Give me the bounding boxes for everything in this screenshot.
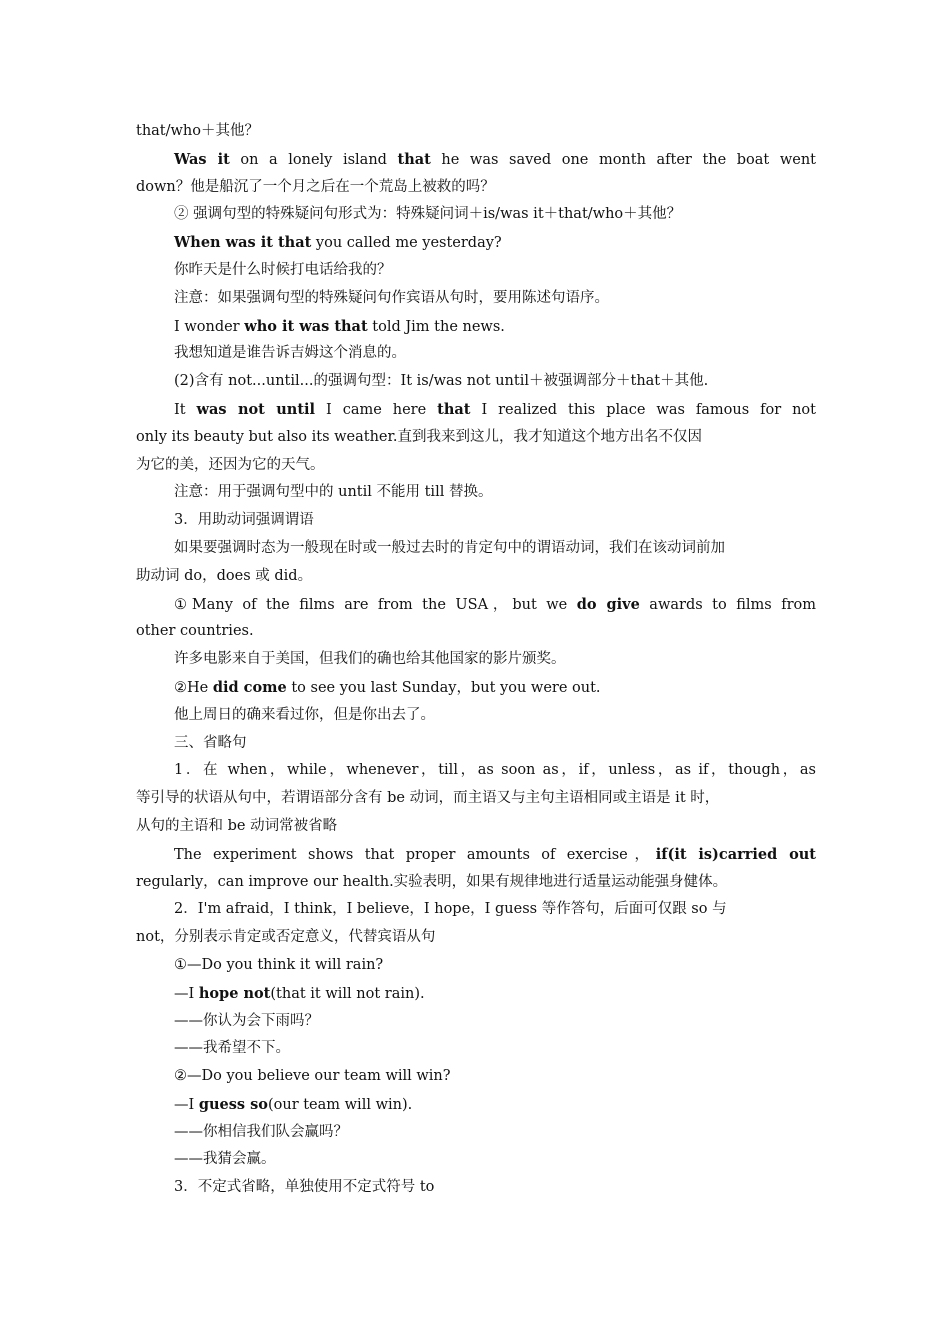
text-span: 2．I'm afraid，I think，I believe，I hope，I guess 等作答句，后面可仅跟 so 与 xyxy=(174,901,727,918)
text-span: I realized this place was famous for not xyxy=(470,401,816,418)
text-span: (our team will win). xyxy=(267,1096,413,1113)
text-line xyxy=(136,869,816,897)
text-line xyxy=(136,507,816,535)
text-line xyxy=(136,1008,816,1036)
text-line xyxy=(136,785,816,813)
text-span: on a lonely island xyxy=(229,151,398,168)
text-line xyxy=(136,174,816,202)
text-span: only its beauty but also its weather.直到我来到这儿，我才知道这个地方出名不仅因 xyxy=(136,428,702,445)
text-span: that/who＋其他？ xyxy=(136,123,260,139)
text-span: 1．在 when，while，whenever，till，as soon as，if，unless，as if，though，as xyxy=(174,762,816,779)
text-span: 3．不定式省略，单独使用不定式符号 to xyxy=(174,1179,435,1196)
text-line xyxy=(136,702,816,730)
bold-text: that xyxy=(437,400,471,418)
bold-text: if(it is)carried out xyxy=(655,845,816,863)
bold-text: Was it xyxy=(174,150,230,168)
text-span: ——你认为会下雨吗？ xyxy=(174,1012,319,1029)
text-line xyxy=(136,646,816,674)
bold-text: hope not xyxy=(198,984,271,1002)
text-line xyxy=(136,285,816,313)
text-span: ②—Do you believe our team will win? xyxy=(174,1068,451,1085)
text-line xyxy=(136,674,816,702)
text-line xyxy=(136,618,816,646)
text-span: you called me yesterday? xyxy=(311,235,502,252)
text-line xyxy=(136,980,816,1008)
bold-text: who it was that xyxy=(244,317,368,335)
text-line xyxy=(136,591,816,619)
text-span: told Jim the news. xyxy=(367,318,505,335)
text-line xyxy=(136,201,816,229)
text-line xyxy=(136,396,816,424)
bold-text: was not until xyxy=(196,400,316,418)
text-line xyxy=(136,535,816,563)
text-span: 为它的美，还因为它的天气。 xyxy=(136,456,325,473)
text-span: 你昨天是什么时候打电话给我的？ xyxy=(174,261,392,278)
text-span: (that it will not rain). xyxy=(270,985,425,1002)
text-span: to see you last Sunday，but you were out. xyxy=(286,679,601,696)
text-line xyxy=(136,896,816,924)
text-span: ——我希望不下。 xyxy=(174,1040,290,1057)
text-line xyxy=(136,813,816,841)
text-line xyxy=(136,1174,816,1202)
bold-text: that xyxy=(397,150,431,168)
text-line xyxy=(136,479,816,507)
text-line xyxy=(136,452,816,480)
text-span: 3．用助动词强调谓语 xyxy=(174,512,314,529)
text-span: other countries. xyxy=(136,623,254,640)
text-span: (2)含有 not...until...的强调句型：It is/was not until＋被强调部分＋that＋其他. xyxy=(174,373,709,390)
text-line xyxy=(136,952,816,980)
text-span: 我想知道是谁告诉吉姆这个消息的。 xyxy=(174,345,406,362)
text-line xyxy=(136,757,816,785)
text-span: 等引导的状语从句中，若谓语部分含有 be 动词，而主语又与主句主语相同或主语是 it 时， xyxy=(136,790,720,807)
text-line xyxy=(136,1063,816,1091)
text-span: ② 强调句型的特殊疑问句形式为：特殊疑问词＋is/was it＋that/who＋其他？ xyxy=(174,206,682,223)
text-span: ——我猜会赢。 xyxy=(174,1151,276,1168)
text-span: —I xyxy=(174,1096,199,1113)
text-span: I came here xyxy=(315,401,438,418)
text-span: not，分别表示肯定或否定意义，代替宾语从句 xyxy=(136,929,436,946)
text-span: ——你相信我们队会赢吗？ xyxy=(174,1123,348,1140)
text-line xyxy=(136,1119,816,1147)
text-span: I wonder xyxy=(174,318,245,335)
bold-text: do give xyxy=(576,595,640,613)
text-line xyxy=(136,340,816,368)
text-span: 从句的主语和 be 动词常被省略 xyxy=(136,817,338,834)
text-span: regularly，can improve our health.实验表明，如果有规律地进行适量运动能强身健体。 xyxy=(136,873,728,890)
text-line xyxy=(136,229,816,257)
text-line xyxy=(136,313,816,341)
text-span: he was saved one month after the boat went xyxy=(430,151,816,168)
text-line xyxy=(136,424,816,452)
text-line xyxy=(136,924,816,952)
text-span: 他上周日的确来看过你，但是你出去了。 xyxy=(174,706,435,723)
text-span: 助动词 do，does 或 did。 xyxy=(136,567,313,584)
text-span: 许多电影来自于美国，但我们的确也给其他国家的影片颁奖。 xyxy=(174,651,566,668)
text-span: 注意：用于强调句型中的 until 不能用 till 替换。 xyxy=(174,484,493,501)
text-span: —I xyxy=(174,985,199,1002)
text-span: ②He xyxy=(174,679,213,696)
bold-text: When was it that xyxy=(174,234,312,252)
bold-text: did come xyxy=(212,678,287,696)
text-line xyxy=(136,730,816,758)
text-line xyxy=(136,841,816,869)
text-span: down？他是船沉了一个月之后在一个荒岛上被救的吗？ xyxy=(136,178,495,195)
text-span: 如果要强调时态为一般现在时或一般过去时的肯定句中的谓语动词，我们在该动词前加 xyxy=(174,539,725,556)
text-line xyxy=(136,118,816,146)
text-span: 注意：如果强调句型的特殊疑问句作宾语从句时，要用陈述句语序。 xyxy=(174,289,609,306)
text-line xyxy=(136,1146,816,1174)
text-line xyxy=(136,368,816,396)
document-page xyxy=(136,118,816,1202)
text-line xyxy=(136,563,816,591)
text-line xyxy=(136,1035,816,1063)
text-span: ①—Do you think it will rain? xyxy=(174,956,384,973)
text-span: ①Many of the films are from the USA，but we xyxy=(174,596,577,613)
text-line xyxy=(136,1091,816,1119)
text-span: It xyxy=(174,401,197,418)
text-span: awards to films from xyxy=(639,596,816,613)
text-line xyxy=(136,146,816,174)
bold-text: guess so xyxy=(198,1095,268,1113)
text-span: 三、省略句 xyxy=(174,734,247,751)
text-span: The experiment shows that proper amounts of exercise， xyxy=(174,846,656,863)
text-line xyxy=(136,257,816,285)
